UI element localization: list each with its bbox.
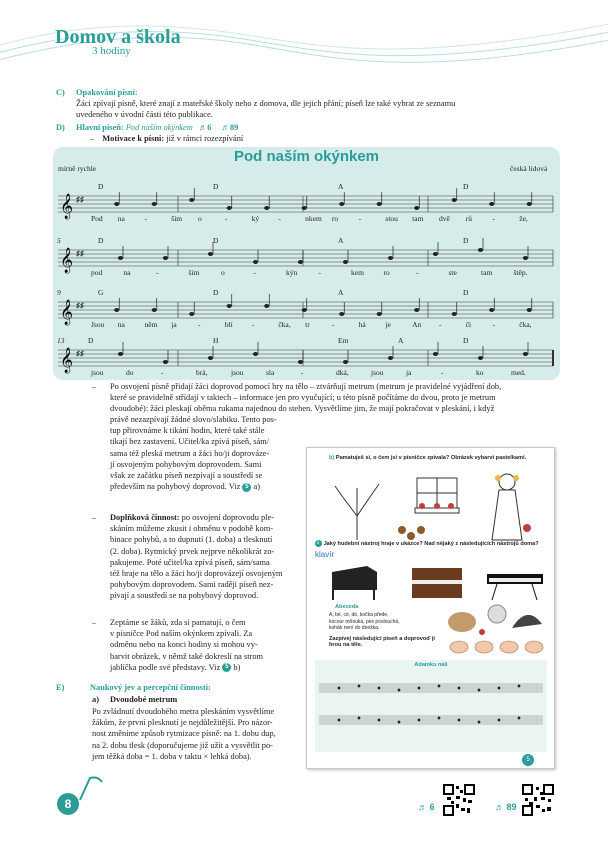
lyric-syllable: šim <box>171 214 183 223</box>
chord-symbol: A <box>398 336 404 345</box>
text-line: nost změníme způsob rytmizace písně: na 1. dobu dup, <box>92 729 276 739</box>
chord-symbol: A <box>338 288 344 297</box>
chord-symbol: D <box>213 236 219 245</box>
lyric-syllable: - <box>358 214 362 223</box>
workbook-question-7: Zazpívej následující píseň a doprovoď ji hrou na těle. <box>329 636 435 648</box>
lyric-syllable: šim <box>188 268 200 277</box>
section-c-label: C) <box>56 88 65 97</box>
lyric-syllable: dvě <box>438 214 450 223</box>
measure-number: 9 <box>57 288 61 297</box>
text-line: v písničce Pod naším okýnkem zpívali. Za <box>110 629 253 639</box>
lyric-syllable: o <box>221 268 225 277</box>
text-line: na 2. dobu tlesk (doporučujeme již užít a vysvětlit po- <box>92 740 273 750</box>
lyric-syllable: na <box>123 268 131 277</box>
poem-line: A, bé, cé, dé, kočka přede, <box>329 612 389 618</box>
chord-symbol: D <box>213 182 219 191</box>
section-d-title: Hlavní píseň: <box>76 123 124 132</box>
chapter-duration: 3 hodiny <box>92 45 131 57</box>
paragraph-question <box>110 617 300 673</box>
poem-title: Abeceda <box>335 604 359 610</box>
workbook-ref-part: a) <box>253 482 261 492</box>
animals-illustration <box>442 594 552 638</box>
lyric-syllable: Pod <box>91 214 103 223</box>
lyric-syllable: ro <box>331 214 339 223</box>
lyric-syllable: jsou <box>371 368 384 377</box>
lyric-syllable: tam <box>481 268 493 277</box>
lyric-syllable: ro <box>383 268 390 277</box>
text-line: jablíčka podle své představy. Viz <box>110 662 221 672</box>
lyric-syllable: nkem <box>305 214 322 223</box>
lyric-syllable: - <box>198 320 201 329</box>
chord-symbol: A <box>338 236 344 245</box>
chord-symbol: D <box>98 182 104 191</box>
lyric-syllable: jsou <box>91 368 104 377</box>
text-line: tikají bez zastavení. Učitel/ka zpívá píseň, sám/ <box>110 437 270 447</box>
song-origin: česká lidová <box>510 164 548 173</box>
lyric-syllable: ko <box>476 368 484 377</box>
lyric-syllable: či <box>465 320 472 329</box>
lyric-syllable: - <box>144 214 148 223</box>
section-d-heading <box>76 122 238 133</box>
chord-symbol: Em <box>338 336 349 345</box>
chord-symbol: D <box>88 336 94 345</box>
text-line: však ze začátku píseň nezpívají a soustředí se <box>110 471 263 481</box>
list-dash: – <box>90 134 95 143</box>
text-line: Po osvojení písně přidají žáci doprovod pomocí hry na tělo – ztvárňují metrum (metrum je pravidelné vyjádření dob, <box>110 382 502 391</box>
lyric-syllable: Jsou <box>91 320 105 329</box>
chord-symbol: D <box>463 236 469 245</box>
paragraph-metrum-cont <box>110 414 300 492</box>
text-line: především na pohybový doprovod. Viz <box>110 482 241 492</box>
lyric-syllable: blí <box>224 320 233 329</box>
poem-line: kocour mňouká, pes poslouchá, <box>329 618 400 625</box>
lyric-syllable: brá, <box>196 368 208 377</box>
lyric-syllable: - <box>438 320 442 329</box>
text-line: též hraje na tělo a žáci ho/ji doprovázejí osvojeným <box>110 569 283 579</box>
audio-icon: ♬ <box>495 802 504 812</box>
lyric-syllable: ja <box>171 320 177 329</box>
lyric-syllable: na <box>117 214 125 223</box>
lyric-syllable: - <box>331 320 335 329</box>
text-line: po osvojení doprovodu ple- <box>179 513 275 522</box>
lyric-syllable: ja <box>406 368 412 377</box>
text-line <box>110 481 300 492</box>
paragraph-metrum <box>110 381 555 415</box>
lyric-syllable: ste <box>448 268 457 277</box>
workbook-page-badge: 5 <box>522 754 534 766</box>
workbook-question-6-text: Jaký hudební nástroj hraje v ukázce? Nad nějaký z následujících nástrojů doma? <box>323 540 539 547</box>
measure-number: 5 <box>57 236 61 245</box>
workbook-badge-b: b) <box>329 455 335 461</box>
list-dash: – <box>92 513 97 522</box>
text-line: pakujeme. Poté učitel/ka zpívá píseň, sám/sama <box>110 557 270 567</box>
treble-clef-icon: 𝄞 <box>60 348 74 373</box>
lyric-syllable: pod <box>91 268 103 277</box>
tree-drawing <box>335 484 379 540</box>
qr-code-icon[interactable] <box>443 784 475 816</box>
lyric-syllable: ký <box>251 214 260 223</box>
text-line: barvit obrázek, v němž také dokreslí na strom <box>110 651 264 661</box>
text-line: Zeptáme se žáků, zda si pamatují, o čem <box>110 618 246 627</box>
lyric-syllable: - <box>251 320 255 329</box>
sub-a-label: a) <box>92 695 99 704</box>
text-line: pohybovým doprovodem. Sami raději píseň nez- <box>110 580 274 590</box>
text-line <box>110 512 300 523</box>
footer-note-decoration <box>50 770 110 820</box>
lyric-syllable: čka, <box>278 320 291 329</box>
sub-a-title: Dvoudobé metrum <box>110 695 178 704</box>
chord-symbol: G <box>98 288 104 297</box>
text-line: Po zvládnutí dvoudobého metra pleskáním vysvětlíme <box>92 707 275 716</box>
body-percussion-icons <box>447 636 547 658</box>
footer-audio-2-num: 89 <box>506 802 517 812</box>
workbook-page-preview <box>306 447 555 769</box>
chapter-title: Domov a škola <box>55 26 181 48</box>
text-line: odměnu nebo na konci hodiny si mohou vy- <box>110 640 258 650</box>
section-d-label: D) <box>56 123 65 132</box>
lyric-syllable: že, <box>519 214 528 223</box>
audio-track-icon[interactable]: ♬ <box>198 123 208 132</box>
lyric-syllable: tr <box>305 320 310 329</box>
list-dash: – <box>92 382 97 391</box>
answer-handwritten: klavír <box>315 550 335 559</box>
audio-icon: ♬ <box>418 802 427 812</box>
text-line: binace pohybů, a to dupnutí (1. doba) a tlesknutí <box>110 535 273 545</box>
lyric-syllable: - <box>278 214 281 223</box>
lyric-syllable: - <box>156 268 159 277</box>
lyric-syllable: kem <box>351 268 364 277</box>
section-e-label: E) <box>56 683 65 692</box>
lyric-syllable: dká, <box>336 368 349 377</box>
key-signature-icon: ♯♯ <box>76 195 84 204</box>
lyric-syllable: rů <box>465 214 472 223</box>
section-d-song: Pod naším okýnkem <box>125 123 193 132</box>
text-line: pívají a soustředí se na pohybový doprovod. <box>110 591 259 601</box>
lyric-syllable: - <box>301 368 304 377</box>
measure-number: 13 <box>57 336 65 345</box>
paragraph-extra-activity <box>110 512 300 602</box>
lyric-syllable: - <box>441 368 444 377</box>
text-line: dvoudobé): žáci pleskají oběma rukama najednou do stehen. Vysvětlíme jim, že mají pokračovat v pleskání, i když <box>110 404 495 414</box>
workbook-question-b-text: Pamatuješ si, o čem jsi v písničce zpívala? Obrázek vybarvi pastelkami. <box>335 455 527 461</box>
text-line: skáním můžeme zkusit i obměnu v podobě kom- <box>110 524 274 534</box>
workbook-question-6 <box>315 540 553 547</box>
chord-symbol: D <box>463 288 469 297</box>
footer-audio-1[interactable] <box>418 802 435 812</box>
motivation-text: již v rámci rozezpívání <box>166 134 244 143</box>
motivation-label: Motivace k písni: <box>102 134 165 143</box>
text-line <box>110 662 300 673</box>
paragraph-meter <box>92 706 304 762</box>
workbook-ref-part: b) <box>233 662 241 672</box>
song-title: Pod naším okýnkem <box>233 148 380 165</box>
footer-audio-2[interactable] <box>495 802 517 812</box>
section-c-text-2: uvedeného v úvodní části této publikace. <box>76 110 213 119</box>
workbook-ref-badge[interactable]: 5 <box>222 663 231 672</box>
poem-text <box>329 612 400 632</box>
lyric-syllable: štěp. <box>513 268 528 277</box>
lyric-syllable: - <box>161 368 164 377</box>
lyric-syllable: - <box>224 214 228 223</box>
key-signature-icon: ♯♯ <box>76 249 84 258</box>
chord-symbol: D <box>213 288 219 297</box>
extra-activity-label: Doplňková činnost: <box>110 513 180 522</box>
lyric-syllable: - <box>492 214 495 223</box>
girl-head <box>499 474 515 490</box>
text-line: žákům, že první plesknutí je nejdůležitější. Pro názor- <box>92 718 273 728</box>
track-badge: ♬ <box>316 540 321 546</box>
song2-title: Adamku náš <box>414 662 448 668</box>
workbook-question-b <box>329 455 549 461</box>
chord-symbol: D <box>98 236 104 245</box>
girl-dress <box>492 490 522 540</box>
audio-track-1[interactable]: 6 <box>207 123 212 132</box>
text-line: sama též pleská metrum a žáci ho/ji doprováze- <box>110 448 270 458</box>
text-line: (2. doba). Rytmický prvek nejprve několikrát zo- <box>110 546 275 556</box>
key-signature-icon: ♯♯ <box>76 349 84 358</box>
lyric-syllable: tam <box>412 214 424 223</box>
lyric-syllable: - <box>318 268 321 277</box>
text-line: právě nezazpívají žádné slovo/slabiku. Tento pos- <box>110 415 277 424</box>
chord-symbol: A <box>338 182 344 191</box>
section-d-motivation <box>90 133 243 144</box>
audio-track-icon[interactable]: ♬ <box>221 123 230 132</box>
treble-clef-icon: 𝄞 <box>60 300 74 325</box>
grand-piano <box>332 566 377 590</box>
list-dash: – <box>92 618 97 627</box>
lyric-syllable: - <box>416 268 419 277</box>
lyric-syllable: med. <box>511 368 526 377</box>
song-tempo: mírně rychle <box>58 164 97 173</box>
lyric-syllable: čka, <box>519 320 532 329</box>
footer-audio-1-num: 6 <box>429 802 435 812</box>
qr-code-icon[interactable] <box>522 784 554 816</box>
lyric-syllable: - <box>492 320 495 329</box>
treble-clef-icon: 𝄞 <box>60 248 74 273</box>
song2-staves <box>319 670 543 750</box>
chord-symbol: D <box>463 182 469 191</box>
lyric-syllable: sla <box>266 368 275 377</box>
lyric-syllable: An <box>412 320 422 329</box>
lyric-syllable: je <box>385 320 391 329</box>
lyric-syllable: stou <box>385 214 398 223</box>
workbook-ref-badge[interactable]: 5 <box>242 483 251 492</box>
song-text-layer <box>53 170 560 380</box>
text-line: tup přirovnáme k tikání hodin, které také stále <box>110 426 265 436</box>
chord-symbol: D <box>463 336 469 345</box>
treble-clef-icon: 𝄞 <box>60 194 74 219</box>
lyric-syllable: jsou <box>231 368 244 377</box>
text-line: které se pravidelně střídají v taktech – informace jen pro vyučující; u této písně počítáme do dvou, proto je metrum <box>110 393 496 403</box>
lyric-syllable: na <box>117 320 125 329</box>
lyric-syllable: kýn <box>286 268 298 277</box>
page-number: 8 <box>57 793 79 815</box>
audio-track-2[interactable]: 89 <box>229 123 239 132</box>
lyric-syllable: něm <box>144 320 158 329</box>
section-c-text-1: Žáci zpívají písně, které znají z mateřské školy nebo z domova, dle jejich přání; píseň lze také vybrat ze seznamu <box>76 99 456 108</box>
text-line: jem těžká doba = 1. doba v taktu × lehká doba). <box>92 751 252 761</box>
coloring-illustration <box>317 468 547 543</box>
poem-line: kohák není do dneška. <box>329 625 380 631</box>
lyric-syllable: do <box>126 368 134 377</box>
lyric-syllable: o <box>198 214 202 223</box>
lyric-syllable: - <box>253 268 256 277</box>
key-signature-icon: ♯♯ <box>76 301 84 310</box>
chord-symbol: H <box>213 336 219 345</box>
lyric-syllable: há <box>358 320 366 329</box>
section-e-title: Naukový jev a percepční činnosti: <box>90 683 211 692</box>
text-line: jí osvojeným pohybovým doprovodem. Sami <box>110 459 262 469</box>
section-c-title: Opakování písní: <box>76 88 138 97</box>
